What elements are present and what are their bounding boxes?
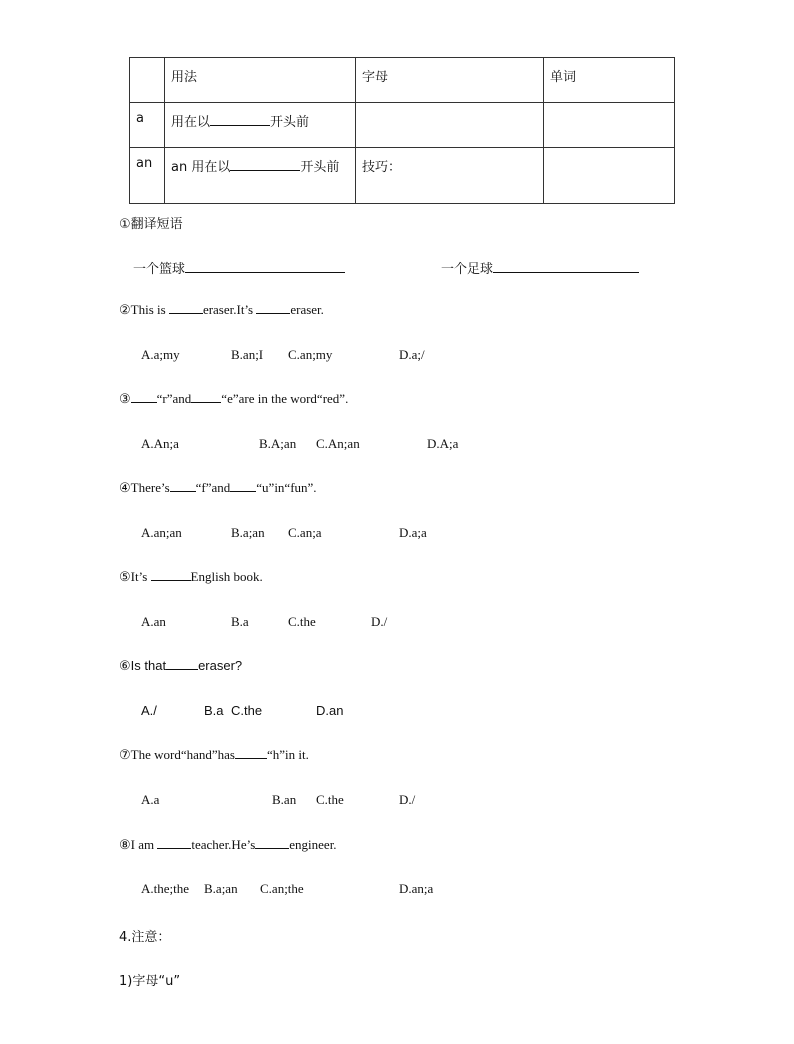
answer-blank[interactable]: [151, 569, 191, 581]
row-a-letter-cell[interactable]: [356, 103, 544, 148]
row-an-word-cell[interactable]: [544, 148, 675, 204]
question-3: ③ “r”and “e”are in the word“red”.: [119, 391, 349, 406]
blank-line[interactable]: [230, 159, 300, 171]
option[interactable]: C.the: [316, 792, 344, 807]
option[interactable]: A.An;a: [141, 436, 179, 451]
table-header-usage: 用法: [165, 58, 356, 103]
row-a-word-cell[interactable]: [544, 103, 675, 148]
row-a-label: a: [130, 103, 165, 148]
section-translate-title: ①翻译短语: [119, 217, 183, 232]
option[interactable]: C.the: [231, 703, 263, 718]
option[interactable]: B.A;an: [259, 436, 297, 451]
option[interactable]: C.the: [288, 614, 316, 629]
option[interactable]: B.a;an: [231, 525, 265, 540]
option[interactable]: A.an: [141, 614, 166, 629]
option[interactable]: A.a: [141, 792, 160, 807]
answer-blank[interactable]: [230, 480, 256, 492]
option[interactable]: B.a: [231, 614, 249, 629]
table-header-word: 单词: [544, 58, 675, 103]
option[interactable]: D./: [371, 614, 388, 629]
option[interactable]: D./: [399, 792, 416, 807]
answer-blank[interactable]: [235, 747, 267, 759]
question-4: ④There’s “f”and “u”in“fun”.: [119, 480, 317, 495]
option[interactable]: D.an;a: [399, 881, 434, 896]
question-5: ⑤It’s English book.: [119, 569, 263, 584]
row-an-tip: 技巧：: [356, 148, 544, 204]
row-an-usage: an 用在以 开头前: [165, 148, 356, 204]
option[interactable]: A.a;my: [141, 347, 180, 362]
option[interactable]: C.an;a: [288, 525, 322, 540]
option[interactable]: C.an;the: [260, 881, 304, 896]
answer-blank[interactable]: [255, 837, 289, 849]
answer-blank[interactable]: [131, 391, 157, 403]
answer-blank[interactable]: [166, 658, 198, 670]
answer-blank[interactable]: [185, 261, 345, 273]
option[interactable]: D.an: [316, 703, 344, 718]
option[interactable]: B.an: [272, 792, 297, 807]
option[interactable]: A./: [141, 703, 157, 718]
option[interactable]: B.a;an: [204, 881, 238, 896]
answer-blank[interactable]: [256, 302, 290, 314]
option[interactable]: A.an;an: [141, 525, 182, 540]
option[interactable]: C.an;my: [288, 347, 333, 362]
answer-blank[interactable]: [157, 837, 191, 849]
question-8: ⑧I am teacher.He’s engineer.: [119, 837, 337, 852]
option[interactable]: B.a: [204, 703, 224, 718]
phrase-football: 一个足球: [441, 258, 639, 277]
option[interactable]: A.the;the: [141, 881, 190, 896]
article-usage-table: [129, 57, 675, 204]
note-title: 4.注意：: [119, 930, 171, 945]
question-6: ⑥Is that eraser?: [119, 658, 243, 673]
answer-blank[interactable]: [493, 261, 639, 273]
row-a-usage: 用在以 开头前: [165, 103, 356, 148]
option[interactable]: D.a;/: [399, 347, 425, 362]
answer-blank[interactable]: [191, 391, 221, 403]
row-an-label: an: [130, 148, 165, 204]
option[interactable]: C.An;an: [316, 436, 360, 451]
table-header-empty: [130, 58, 165, 103]
option[interactable]: D.a;a: [399, 525, 427, 540]
option[interactable]: B.an;I: [231, 347, 264, 362]
option[interactable]: D.A;a: [427, 436, 459, 451]
table-header-letter: 字母: [356, 58, 544, 103]
blank-line[interactable]: [210, 114, 270, 126]
note-item-1: 1)字母“u”: [119, 974, 181, 989]
answer-blank[interactable]: [169, 302, 203, 314]
question-2: ②This is eraser.It’s eraser.: [119, 302, 324, 317]
answer-blank[interactable]: [170, 480, 196, 492]
question-7: ⑦The word“hand”has “h”in it.: [119, 747, 309, 762]
phrase-basketball: 一个篮球: [133, 258, 345, 277]
